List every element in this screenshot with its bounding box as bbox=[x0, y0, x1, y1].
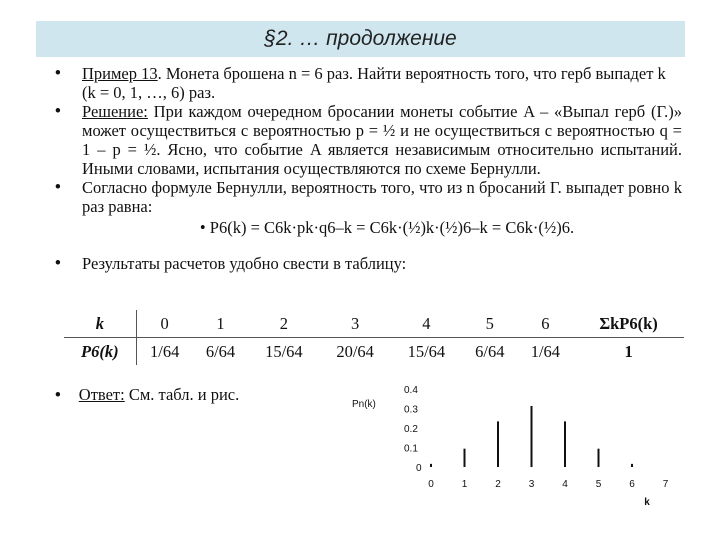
table-cell: 6/64 bbox=[475, 341, 505, 361]
y-axis-label: Pn(k) bbox=[352, 399, 376, 410]
table-cell: 1/64 bbox=[530, 341, 561, 361]
table-cell: P6(k) bbox=[64, 338, 136, 366]
y-tick-label: 0.1 bbox=[404, 443, 418, 455]
bar bbox=[598, 449, 600, 467]
y-tick-label: 0.2 bbox=[404, 424, 418, 435]
table-header-cell: 2 bbox=[248, 310, 319, 338]
table-cell: 15/64 bbox=[265, 341, 303, 361]
table-cell: 6/64 bbox=[205, 341, 236, 361]
bullet-dot: • bbox=[55, 178, 61, 196]
x-tick-label: 6 bbox=[629, 479, 635, 490]
bullet-dot: • bbox=[55, 253, 61, 272]
bullet-solution bbox=[50, 102, 682, 178]
bernoulli-text: Согласно формуле Бернулли, вероятность того, что из n бросаний Г. выпадет ровно k раз равна: bbox=[82, 178, 682, 216]
probability-table bbox=[64, 310, 684, 365]
table-header-cell: 5 bbox=[462, 310, 518, 338]
bullet-dot: • bbox=[55, 386, 61, 404]
example-text: . Монета брошена n = 6 раз. Найти вероятность того, что герб выпадет k (k = 0, 1, …, 6) раз. bbox=[82, 64, 666, 102]
table-header-cell: 0 bbox=[136, 310, 193, 338]
x-axis-label: k bbox=[644, 497, 650, 508]
bar bbox=[531, 406, 533, 467]
table-header-row bbox=[64, 310, 684, 338]
bullet-dot: • bbox=[55, 102, 61, 120]
bar bbox=[497, 421, 499, 467]
bar bbox=[631, 464, 633, 467]
x-tick-label: 3 bbox=[528, 479, 535, 490]
example-label: Пример 13 bbox=[82, 64, 158, 83]
table-cell: 15/64 bbox=[407, 341, 446, 361]
bullet-table-intro bbox=[50, 254, 682, 273]
bar bbox=[430, 464, 432, 467]
title-bar bbox=[36, 21, 685, 57]
table-header-cell: k bbox=[64, 310, 136, 338]
bullet-example bbox=[50, 64, 682, 102]
x-tick-label: 1 bbox=[461, 479, 468, 490]
x-tick-label: 0 bbox=[428, 479, 434, 490]
table-header-cell: 4 bbox=[391, 310, 462, 338]
y-tick-label: 0.3 bbox=[404, 404, 418, 416]
bullet-bernoulli bbox=[50, 178, 682, 216]
x-tick-label: 7 bbox=[662, 479, 669, 490]
table-intro-text: Результаты расчетов удобно свести в таблицу: bbox=[82, 253, 407, 273]
table-header-cell: 1 bbox=[193, 310, 249, 338]
table-cell: 1/64 bbox=[149, 341, 180, 361]
page-title: §2. … продолжение bbox=[264, 27, 457, 50]
formula-text: P6(k) = C6k·pk·q6–k = C6k·(½)k·(½)6–k = C6k·(½)6. bbox=[209, 218, 575, 237]
answer-line bbox=[50, 385, 239, 405]
table-cell: 20/64 bbox=[336, 341, 374, 361]
table-cell: 1 bbox=[624, 341, 633, 361]
table-row bbox=[64, 338, 684, 366]
x-tick-label: 2 bbox=[495, 479, 501, 490]
y-tick-label: 0 bbox=[416, 463, 422, 474]
bar bbox=[464, 449, 466, 467]
content-bullets bbox=[50, 64, 682, 273]
table-header-cell: 3 bbox=[320, 310, 391, 338]
table-header-cell: ΣkP6(k) bbox=[573, 310, 684, 338]
x-tick-label: 5 bbox=[595, 479, 602, 490]
bullet-dot: • bbox=[199, 218, 206, 237]
bullet-dot: • bbox=[55, 64, 61, 82]
answer-label: Ответ: bbox=[78, 385, 125, 404]
solution-label: Решение: bbox=[82, 102, 148, 121]
bar bbox=[564, 421, 566, 467]
answer-text: См. табл. и рис. bbox=[124, 385, 240, 404]
table-header-cell: 6 bbox=[518, 310, 574, 338]
x-tick-label: 4 bbox=[562, 479, 568, 490]
y-tick-label: 0.4 bbox=[404, 385, 418, 396]
solution-text: При каждом очередном бросании монеты событие A – «Выпал герб (Г.)» может осуществиться с вероятностью p = ½ и не осуществиться с вероятностью q = 1 – p = ½. Ясно, что событие A является независимым относительно испытаний. Иными словами, испытания осуществляются по схеме Бернулли. bbox=[82, 102, 682, 178]
bernoulli-formula bbox=[50, 218, 682, 237]
probability-chart bbox=[340, 375, 710, 535]
